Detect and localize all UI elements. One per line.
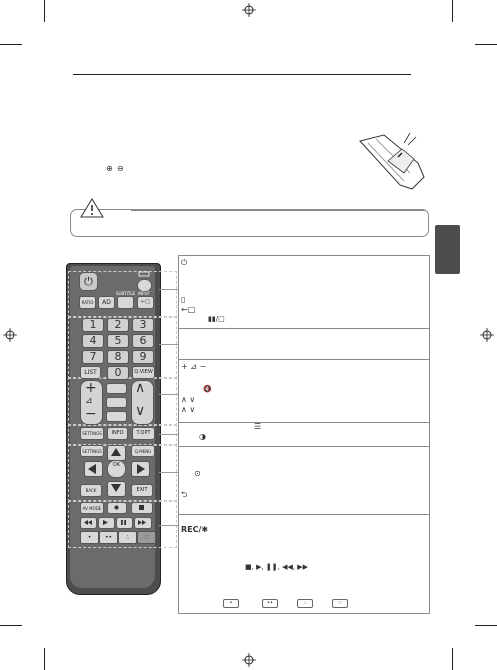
channel-up-icon: ∧ <box>135 380 146 396</box>
settings-button[interactable]: SETTINGS <box>80 445 104 457</box>
info-button[interactable]: INFO <box>107 427 128 440</box>
input-button[interactable]: ←□ <box>137 296 154 309</box>
connector-line <box>159 525 178 526</box>
channel-down-icon: ∨ <box>135 403 146 419</box>
subtitle-icon <box>138 271 150 277</box>
connector-line <box>159 394 178 395</box>
digit-2-button[interactable]: 2 <box>107 318 129 332</box>
yellow-button[interactable]: ∴ <box>118 531 137 544</box>
exit-button[interactable]: EXIT <box>131 484 153 497</box>
ok-button[interactable]: OK <box>107 460 126 478</box>
blue-button[interactable]: ∷ <box>137 531 156 544</box>
section-tab <box>435 225 460 274</box>
desc-playback-icons: ■, ▶, ❚❚, ◀◀, ▶▶ <box>245 563 309 571</box>
digit-5-button[interactable]: 5 <box>107 334 129 348</box>
down-arrow-icon <box>111 484 121 492</box>
crop-mark <box>452 0 453 22</box>
qmenu-button[interactable]: Q.MENU <box>131 445 155 457</box>
desc-back-icon: ⮌ <box>181 490 188 499</box>
desc-menu-icon: ☰ <box>254 422 262 431</box>
left-arrow-icon <box>88 464 96 474</box>
green-button[interactable]: •• <box>99 531 118 544</box>
digit-9-button[interactable]: 9 <box>132 350 154 364</box>
battery-minus-icon: ⊖ <box>117 164 124 173</box>
crop-mark <box>44 0 45 22</box>
crop-mark <box>0 44 22 45</box>
desc-input-icon: ←□ <box>181 305 196 314</box>
registration-mark-icon <box>3 328 17 342</box>
desc-mute-icon: 🔇 <box>203 385 212 393</box>
note-underline <box>131 210 425 211</box>
desc-channel-icon-2: ∧ ∨ <box>181 405 196 414</box>
crop-mark <box>452 648 453 670</box>
desc-color-key-yellow: ∴ <box>297 599 313 608</box>
desc-box-numbers <box>178 328 430 361</box>
topt-button[interactable]: T.OPT <box>132 427 155 440</box>
digit-8-button[interactable]: 8 <box>107 350 129 364</box>
connector-line <box>159 289 178 290</box>
crop-mark <box>0 625 22 626</box>
registration-mark-icon <box>242 653 256 667</box>
subtitle-button[interactable] <box>117 296 134 309</box>
qview-button[interactable]: Q.VIEW <box>132 366 155 379</box>
digit-6-button[interactable]: 6 <box>132 334 154 348</box>
red-button[interactable]: • <box>80 531 99 544</box>
desc-channel-icon: ∧ ∨ <box>181 395 196 404</box>
settings-top-button[interactable]: SETTINGS <box>80 427 104 440</box>
registration-mark-icon <box>480 328 494 342</box>
caution-note-box <box>70 209 429 237</box>
desc-input-mode-icon: ▮▮/□ <box>208 315 225 323</box>
stop-icon <box>139 505 144 510</box>
header-rule <box>73 74 411 75</box>
play-icon <box>103 520 108 525</box>
list-button[interactable]: LIST <box>80 366 101 379</box>
crop-mark <box>44 648 45 670</box>
volume-down-icon: − <box>85 406 97 422</box>
avmode-button[interactable]: AV MODE <box>80 502 104 514</box>
desc-color-key-red: • <box>223 599 239 608</box>
digit-1-button[interactable]: 1 <box>82 318 104 332</box>
desc-power-icon: ⏻ <box>181 258 188 267</box>
right-arrow-icon <box>137 464 145 474</box>
input-label: INPUT <box>138 291 150 296</box>
mute-button[interactable] <box>106 411 127 422</box>
desc-ratio-icon: ▯ <box>181 295 186 304</box>
volume-icon: ⊿ <box>85 396 93 406</box>
desc-ok-icon: ⊙ <box>194 469 201 478</box>
crop-mark <box>475 625 497 626</box>
fast-forward-icon <box>138 520 146 525</box>
registration-mark-icon <box>242 3 256 17</box>
desc-info-icon: ◑ <box>199 432 206 441</box>
back-button[interactable]: BACK <box>80 484 102 497</box>
subtitle-label: SUBTITLE <box>116 291 136 296</box>
rating-button[interactable]: RATIO <box>79 296 96 309</box>
ad-button[interactable]: AD <box>98 296 115 309</box>
desc-box-navigation <box>178 446 430 516</box>
pause-icon <box>121 520 126 525</box>
warning-triangle-icon <box>80 198 104 218</box>
connector-line <box>159 344 178 345</box>
desc-color-key-blue: ∷ <box>332 599 348 608</box>
connector-line <box>159 434 178 435</box>
battery-plus-icon: ⊕ <box>106 164 113 173</box>
connector-line <box>159 472 178 473</box>
volume-up-icon: + <box>85 380 97 396</box>
digit-3-button[interactable]: 3 <box>132 318 154 332</box>
remote-battery-cover-illustration <box>358 133 426 191</box>
digit-0-button[interactable]: 0 <box>107 366 129 380</box>
up-arrow-icon <box>111 448 121 456</box>
record-icon <box>114 505 119 510</box>
digit-7-button[interactable]: 7 <box>82 350 104 364</box>
desc-rec-label: REC/✱ <box>181 525 209 534</box>
fav-button[interactable] <box>106 383 127 394</box>
digit-4-button[interactable]: 4 <box>82 334 104 348</box>
desc-box-volume <box>178 359 430 424</box>
desc-box-menu <box>178 422 430 448</box>
desc-color-key-green: •• <box>262 599 278 608</box>
3d-button[interactable] <box>106 397 127 408</box>
rewind-icon <box>84 520 92 525</box>
desc-volume-icon: + ⊿ − <box>181 362 207 371</box>
power-button[interactable]: ⏻ <box>79 272 98 291</box>
crop-mark <box>475 44 497 45</box>
